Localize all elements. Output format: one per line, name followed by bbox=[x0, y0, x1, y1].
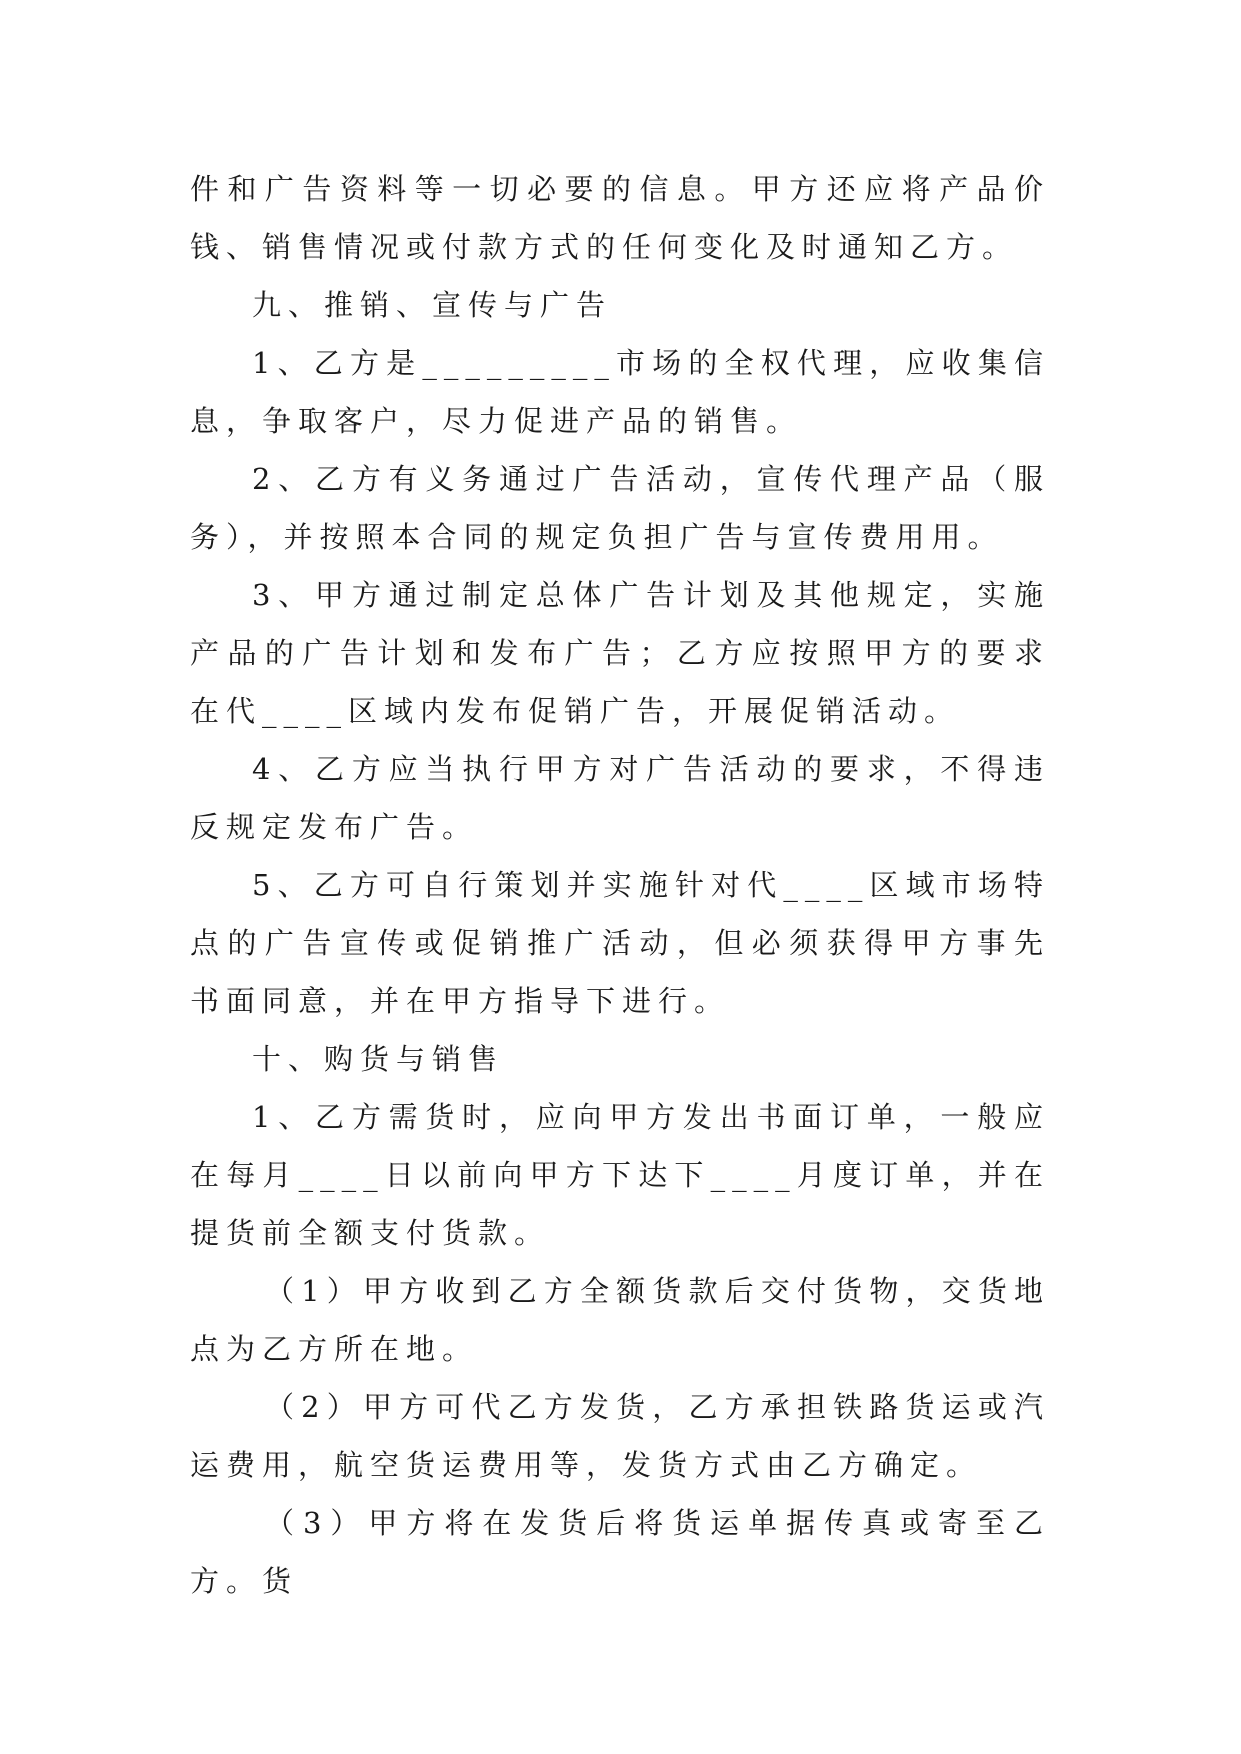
clause-5: 5、乙方可自行策划并实施针对代____区域市场特点的广告宣传或促销推广活动，但必须获得甲方事先书面同意，并在甲方指导下进行。 bbox=[190, 868, 1050, 1018]
clause-purchase-1: 1、乙方需货时，应向甲方发出书面订单，一般应在每月____日以前向甲方下达下____月度订单，并在提货前全额支付货款。 bbox=[190, 1100, 1050, 1250]
section-heading-purchase: 十、购货与销售 bbox=[252, 1042, 505, 1076]
clause-2: 2、乙方有义务通过广告活动，宣传代理产品（服务），并按照本合同的规定负担广告与宣传费用用。 bbox=[190, 462, 1050, 554]
paragraph-continuation: 件和广告资料等一切必要的信息。甲方还应将产品价钱、销售情况或付款方式的任何变化及时通知乙方。 bbox=[190, 172, 1050, 264]
section-heading-promotion: 九、推销、宣传与广告 bbox=[252, 288, 613, 322]
subclause-2: （2）甲方可代乙方发货，乙方承担铁路货运或汽运费用，航空货运费用等，发货方式由乙方确定。 bbox=[190, 1390, 1050, 1482]
subclause-3: （3）甲方将在发货后将货运单据传真或寄至乙方。货 bbox=[190, 1506, 1050, 1598]
document-body bbox=[190, 160, 1050, 1610]
clause-1: 1、乙方是_________市场的全权代理，应收集信息，争取客户，尽力促进产品的销售。 bbox=[190, 346, 1050, 438]
subclause-1: （1）甲方收到乙方全额货款后交付货物，交货地点为乙方所在地。 bbox=[190, 1274, 1050, 1366]
clause-3: 3、甲方通过制定总体广告计划及其他规定，实施产品的广告计划和发布广告；乙方应按照甲方的要求在代____区域内发布促销广告，开展促销活动。 bbox=[190, 578, 1050, 728]
clause-4: 4、乙方应当执行甲方对广告活动的要求，不得违反规定发布广告。 bbox=[190, 752, 1050, 844]
